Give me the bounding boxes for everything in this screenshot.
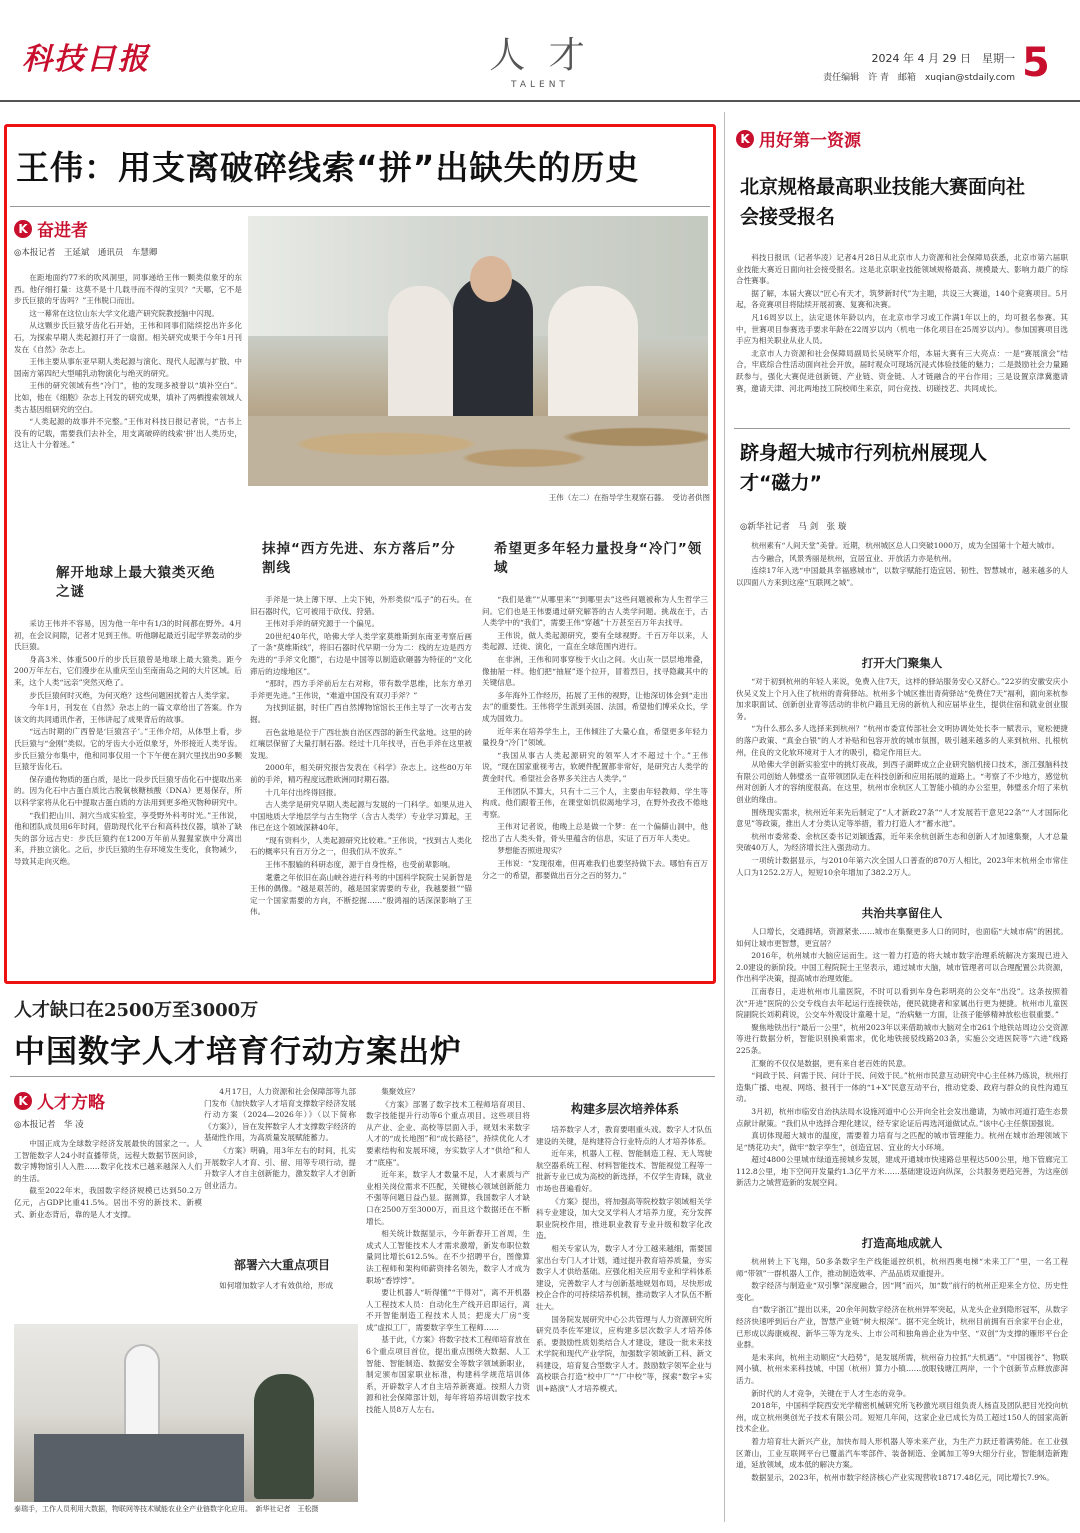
paragraph: 杭州素有“人间天堂”美誉。近期，杭州城区总人口突破1000万，成为全国第十个超大城市。 [751,541,1060,550]
paragraph: 王伟对记者说，他晚上总是做一个梦：在一个偏僻山洞中，他挖出了古人类头骨，骨头里蕴含的信息，实证了百万年人类史。 [482,822,708,843]
paragraph: 超过4800公里城市绿道连接城乡发展，建成开通城市快速路总里程达500公里，地下管廊完工112.8公里，地下空间开发量约1.3亿平方米……基础建设迈向纵深，公共服务更趋完善，为这座创新活力之城营造新的发展空间。 [736,1155,1068,1188]
feature-subhead-b: 抹掉“西方先进、东方落后”分割线 [262,541,456,576]
paragraph: 国务院发展研究中心公共管理与人力资源研究所研究员李佐军建议，应构建多层次数字人才培养体系。要鼓励性质划类结合人才建设，建设一批未来技术学院和现代产业学院，加强数字领域新工科、新文科建设，培育复合型数字人才。鼓励数字领军企业与高校联合打造“校中厂”“厂中校”等，探索“数字+实训+路演”人才培养模式。 [536,1314,712,1394]
feature-tag: K 奋进者 [14,216,88,241]
right-subhead-b: 共治共享留住人 [861,906,943,920]
feature-byline: ◎本报记者 王延斌 通讯员 车慧卿 [14,248,158,258]
paragraph: “对于初到杭州的年轻人来说，免费入住7天，这样的驿站服务安心又舒心。”22岁的安徽安庆小伙吴义发上个月入住了杭州的青荷驿站。杭州多个城区推出青荷驿站“免费住7天”福利，面向来杭参加求职面试、创新创业青等活动的非杭户籍且无房的新杭人和应届毕业生，提供住宿和就业创业服务。 [736,677,1068,721]
paragraph: 近年来，数字人才数量不足，人才素质与产业相关岗位需求不匹配，关键核心领域创新能力不强等问题日益凸显。据测算，我国数字人才缺口在2500万至3000万，而且这个数据还在不断增长。 [366,1170,530,1226]
photo-person-head [470,256,512,302]
paragraph: 为找到证据，时任广西自然博物馆馆长王伟主导了一次考古发掘。 [250,703,472,724]
paragraph: 围绕现实需求，杭州近年来先后制定了“人才新政27条”“人才发展若干意见22条”“人才国际化意见”等政策，推出人才分类认定等举措，着力打造人才“蓄水池”。 [736,807,1068,829]
paragraph: 身高3米、体重500斤的步氏巨猿曾是地球上最大猿类。距今200万年左右，它们漫步在从重庆至山至南南岛之间的大片区域。后来，这个人类“远亲”突然灭绝了。 [14,654,242,687]
right-article-1 [736,252,1068,422]
bottom-column-2 [204,1086,356,1240]
feature-headline: 王伟：用支离破碎线索“拼”出缺失的历史 [16,148,640,187]
right-article-2-b [736,926,1068,1224]
right-article-2-c [736,1256,1068,1524]
feature-subhead-a: 解开地球上最大猿类灭绝之谜 [56,565,216,600]
paragraph: 2016年，杭州城市大脑应运而生。这一着力打造的将大城市数字治理系统解决方案现已进入2.0建设的新阶段。中国工程院院士王坚表示，通过城市大脑，城市管理者可以合理配置公共资源，作出科学决策，提高城市治理效能。 [736,951,1068,984]
paragraph: 截至2022年末，我国数字经济规模已达到50.2万亿元，占GDP比重41.5%。居出不穷的新技术、新模式、新业态背后，靠的是人才支撑。 [14,1186,202,1219]
bottom-column-3 [366,1086,530,1498]
paragraph: 近年来，机器人工程、智能制造工程、无人驾驶航空器系统工程、材料智能技术、智能视觉工程等一批新专业已成为高校的新选择，不仅学生青睐，就业市场也普遍看好。 [536,1149,712,1193]
paragraph: 数字经济与制造业“双引擎”深度融合，因“网”而兴，加“数”前行的杭州正迎来全方位、历史性变化。 [736,1281,1068,1302]
paragraph: 王伟团队不算大，只有十二三个人，主要由年轻教师、学生等构成。他们跟着王伟，在课堂如饥似渴地学习，在野外孜孜不倦地考察。 [482,786,708,819]
paragraph: “远古时期的广西曾是‘巨猿宫子’。”王伟介绍，从体型上看，步氏巨猿与“金刚”类似。它的牙齿大小近似象牙，外形接近人类牙齿。步氏巨猿分布集中，他和同事仅用一个下午便在洞穴里找出90多颗巨猿牙齿化石。 [14,727,242,772]
photo-person-right [548,286,638,436]
paragraph: 古人类学是研究早期人类起源与发展的一门科学。如果从进入中国地质大学地层学与古生物学（含古人类学）专业学习算起，王伟已在这个领域深耕40年。 [250,800,472,833]
paragraph: 近年来在培养学生上，王伟倾注了大量心血，希望更多年轻力量投身“冷门”领域。 [482,726,708,748]
paragraph: “那时，西方手斧前后左右对称，带有数学思维，比东方单刃手斧更先进。”王伟说，“难道中国没有双刃手斧？” [250,679,472,700]
paragraph: 聚焦地铁出行“最后一公里”，杭州2023年以来借助城市大脑对全市261个地铁站周边公交资源等进行数据分析，智能识别换乘需求，优化地铁接驳线路203条，实施公交进医院等“六进”线路225条。 [736,1022,1068,1055]
paragraph: 着力培育壮大新兴产业，加快布局人形机器人等未来产业，为生产力跃迁着满势能。在工业强区萧山，工业互联网平台已覆盖汽车零部件、装备制造、金属加工等9大细分行业，智能制造新跑道，延放领域，成本低的解决方案。 [736,1436,1068,1470]
feature-column-a [14,618,242,978]
masthead-rule [0,100,1080,102]
paragraph: 江南春日，走进杭州市儿童医院，不时可以看到车身色彩明亮的公交车“出没”。这条按照着次“开进”医院的公交专线自去年起运行连接铁站，便民就捷者和家属出行更为便捷。杭州市儿童医院副院长刘莉莉说，公交车外观设计童趣十足，“治病魅一方面，让孩子能够精神放松也很重要。” [736,986,1068,1020]
paragraph: 十几年付出终得回报。 [265,787,342,797]
section-title-en: TALENT [511,80,569,90]
paragraph: 自“数字浙江”提出以来，20余年间数字经济在杭州异军突起，从龙头企业到隐形冠军，从数字经济快速呼到后台产业，智慧产业链“树大根深”。据不完全统计，杭州目前拥有百余家平台企业，已形成以海康威视、新华三等为龙头、上市公司和独角兽企业为中坚、“双创”为支撑的雁形平台企业群。 [736,1305,1068,1350]
issue-date: 2024 年 4 月 29 日 星期一 [871,52,1015,65]
paragraph: 要让机器人“听得懂”“干得对”，离不开机器人工程技术人员：自动化生产线开启即运行，离不开智能制造工程技术人员；把庞大厂房“变成”虚拟工厂，需要数字孪生工程师…… [366,1288,530,1332]
photo-machine [34,1434,244,1502]
paragraph: 杭州市委常委、余杭区委书记刘颖透露，近年来余杭创新生态和创新人才加速集聚，人才总量突破40万人，为经济增长注入强劲动力。 [736,831,1068,853]
paragraph: 科技日报讯（记者华凌）记者4月28日从北京市人力资源和社会保障局获悉，北京市第六届职业技能大赛近日面向社会接受报名。这是北京职业技能领域规格最高、规模最大、影响力最广的综合性赛事。 [736,253,1068,286]
paragraph: 王伟对手斧的研究源于一个偏见。 [265,619,380,629]
paragraph: 汇聚的不仅仅是数据，更有来自老百姓的民意。 [751,1058,911,1068]
paragraph: 在距地面约77米的吹风洞里，同事递给王伟一颗类似象牙的东西。他仔细打量：这莫不是十几载寻而不得的宝贝？“天哪，它不是步氏巨猿的牙齿吗？”王伟脱口而出。 [14,273,242,306]
editor-info: 责任编辑 许 青 邮箱 xuqian@stdaily.com [823,73,1015,83]
paragraph: 北京市人力资源和社会保障局副局长吴晓军介绍，本届大赛有三大亮点：一是“赛展演会”结合，牢底综合性活动面向社会开放，届时观众可现场沉浸式体验技能的魅力；二是鼓励社会力量踊跃参与，强化大赛促进创新链、产业链、资金链、人才链融合的平台作用；三是设置京津冀邀请赛，邀请天津、河北两地技工院校师生来京，同台竞技、切磋技艺、共同成长。 [736,348,1068,393]
paragraph: 新时代的人才竞争，关键在于人才生态的竞争。 [751,1388,911,1398]
paragraph: 真切体现超大城市的温度，需要着力培育与之匹配的城市管理能力。杭州在城市治理领域下足“绣花功夫”，做牢“数字孪生”，创造宜居、宜业的大小环境。 [736,1131,1068,1152]
right-subhead-a: 打开大门聚集人 [861,656,943,670]
paragraph: 凡16周岁以上，法定退休年龄以内，在北京市学习或工作满1年以上的，均可报名参赛。其中，世赛项目参赛选手要求年龄在22周岁以内（机电一体化项目在25周岁以内）。参加国赛项目选手应为相关职业从业人员。 [736,312,1068,346]
paragraph: “我国从事古人类起源研究的领军人才不超过十个。”王伟说，“现在国家重视考古，软硬件配置都非常好，是研究古人类学的黄金时代。希望社会各界多关注古人类学。” [482,750,708,783]
paragraph: 耄耋之年依旧在高山峡谷进行科考的中国科学院院士吴新智是王伟的偶像。“越是艰苦的，越是国家需要的专业，我越要报”“锚定一个国家需要的方向，不断挖掘……”殷鸿福的话深深影响了王伟。 [250,872,472,917]
bottom-subhead-projects: 部署六大重点项目 [233,1258,330,1272]
paragraph: “我们把山川、洞穴当成实验室，享受野外科考时光。”王伟说，他和团队成员用6年时间，借助现代化平台和高科技仪器，填补了缺失的部分远古史：步氏巨猿约在1200万年前从猩猩家族中分离出来，并独立演化。之后，步氏巨猿的生存环境发生变化，食物减少，导致其走向灭绝。 [14,810,242,866]
feature-photo-caption: 王伟（左二）在指导学生观察石器。 受访者供图 [548,493,710,502]
photo-worker [254,1374,314,1499]
page-number: 5 [1022,40,1050,86]
right-headline-2: 跻身超大城市行列杭州展现人才“磁力” [740,442,988,494]
paragraph: 多年海外工作经历，拓展了王伟的视野，让他深切体会到“走出去”的重要性。王伟将学生派到美国、法国，希望他们博采众长，学成为国效力。 [482,690,708,723]
paragraph: 步氏巨猿何时灭绝，为何灭绝？这些问题困扰着古人类学家。 [29,690,235,700]
photo-table-artifacts [248,416,708,486]
paragraph: 相关统计数据显示，今年新春开工首周，生成式人工智能技术人才需求激增，新发布职位数量同比增长612.5%。在不少招聘平台，图像算法工程师和架构师薪资排名领先，数字人才成为职场“香饽饽”。 [366,1229,530,1285]
paragraph: 这一幕常在这位山东大学文化遗产研究院教授脑中闪现。 [29,308,220,318]
right-subhead-c: 打造高地成就人 [861,1236,943,1250]
feature-column-b [250,594,472,978]
paragraph: 2000年，相关研究报告发表在《科学》杂志上。这些80万年前的手斧，精巧程度远胜欧洲同时期石器。 [250,763,472,784]
paragraph: 培养数字人才，教育要唱重头戏。数字人才队伍建设的关键，是构建符合行业特点的人才培养体系。 [536,1125,712,1146]
paragraph: 王伟说：“发现很难，但再难我们也要坚持做下去。哪怕有百万分之一的希望，都要做出百分之百的努力。” [482,859,708,880]
bottom-kicker: 人才缺口在2500万至3000万 [14,1000,259,1021]
paragraph: 4月17日，人力资源和社会保障部等九部门发布《加快数字人才培育支撑数字经济发展行动方案（2024—2026年）》（以下简称《方案》），旨在发挥数字人才支撑数字经济的基础性作用，为高质量发展赋能蓄力。 [204,1087,356,1143]
paragraph: 一项统计数据显示，与2010年第六次全国人口普查的870万人相比，2023年末杭州全市常住人口为1252.2万人，短短10余年增加了382.2万人。 [736,855,1068,877]
bottom-headline: 中国数字人才培育行动方案出炉 [14,1034,462,1070]
paragraph: 人口增长，交通拥堵，资源紧张……城市在集聚更多人口的同时，也面临“大城市病”的困扰。如何让城市更智慧，更宜居？ [736,927,1068,948]
paragraph: “现有资料少，人类起源研究比较难。”王伟说，“找到古人类化石的概率只有百万分之一，但我们从不放弃。” [250,835,472,857]
feature-headline-rule [10,206,710,207]
paragraph: 数据显示，2023年，杭州市数字经济核心产业实现营收18717.48亿元，同比增长7.9%。 [751,1472,1054,1482]
paragraph: 2018年，中国科学院西安光学精密机械研究所飞秒激光项目组负责人杨直及团队把目光投向杭州，成立杭州奥创光子技术有限公司。短短几年间，这家企业已成长为员工超过150人的国家高新技术企业。 [736,1401,1068,1434]
paragraph: 王伟说，做人类起源研究，要有全球视野。千百万年以来，人类起源、迁徙、演化，一直在全球范围内进行。 [482,630,708,652]
paragraph: “我们是谁”“从哪里来”“到哪里去”这些问题被称为人生哲学三问。它们也是王伟要通过研究解答的古人类学问题。挑战在于，古人类学中的“我们”，需要王伟“穿越”十万甚至百万年去找寻。 [482,595,708,628]
right-article-2-a [736,676,1068,894]
paragraph: 连续17年入选“中国最具幸福感城市”，以数字赋能打造宜居、韧性、智慧城市，越来越多的人以四面八方来到这座“互联网之城”。 [736,566,1068,587]
paragraph: 采访王伟并不容易，因为他一年中有1/3的时间都在野外。4月初，在会议间隙，记者才见到王伟。听他聊起最近引起学界轰动的步氏巨猿。 [14,619,242,652]
paragraph: 中国正成为全球数字经济发展最快的国家之一。人工智能数字人24小时直播带货，远程大数据节医问诊，数字博物馆引人入胜……数字化技术已越来越深入人们的生活。 [14,1139,202,1183]
right-column-divider [724,112,725,1522]
paragraph: 王伟主要从事东亚早期人类起源与演化、现代人起源与扩散、中国南方第四纪大型哺乳动物演化与绝灭的研究。 [14,357,242,378]
paragraph: 王伟的研究领域有些“冷门”，他的发现多被誉以“填补空白”。比如，他在《细胞》杂志上刊发的研究成果，填补了两栖搜索领域人类古基因组研究的空白。 [14,381,242,414]
paragraph: 王伟不服输的科研态度，源于自身性格，也受前辈影响。 [265,860,456,870]
paragraph: 手斧是一块上薄下厚、上尖下钝，外形类似“瓜子”的石头。在旧石器时代，它可被用于砍伐、狩猎。 [250,595,472,616]
k-logo-icon: K [14,1092,32,1110]
bottom-column-4 [536,1124,712,1524]
feature-subhead-c: 希望更多年轻力量投身“冷门”领域 [494,541,703,576]
bottom-subhead-system: 构建多层次培养体系 [570,1102,679,1116]
paragraph: 3月初，杭州市临安自治执法局水设施河道中心公开向全社会发出邀请，为城市河道打造生态景点献计献策。“我们从中选择合理化建议，经专家论证后再选河道做试点。”该中心主任蔡国强说。 [736,1106,1068,1128]
paragraph: 今年1月，刊发在《自然》杂志上的一篇文章给出了答案。作为该文的共同通讯作者，王伟讲起了成果背后的故事。 [14,703,242,724]
k-logo-icon: K [14,220,32,238]
right-tag: K 用好第一资源 [736,126,861,151]
bottom-column-1 [14,1138,202,1316]
right-byline-2: ◎新华社记者 马 剑 张 璇 [740,522,847,532]
paragraph: 百色盆地是位于广西壮族自治区西部的新生代盆地。这里的砖红壤层保留了大量打制石器。经过十几年找寻，百色手斧在这里被发现。 [250,727,472,760]
right-rule-1 [734,428,1070,429]
paragraph: 如何增加数字人才有效供给，形成 [219,1281,334,1290]
right-headline-1: 北京规格最高职业技能大赛面向社会接受报名 [740,176,1026,228]
section-title: 人 才 [489,35,591,76]
paragraph: “为什么那么多人选择来到杭州？”杭州市委宣传部社会文明协调处处长李一赋表示，宽松便捷的落户政策、“真金白银”的人才补贴和包容开放的城市氛围，吸引越来越多的人来到杭州、扎根杭州，住良的文化软环境对于人才的吸引，稳定作用巨大。 [736,724,1068,757]
paragraph: 在非洲，王伟和同事穿梭于火山之间。火山灰一层层地堆叠，像抽屉一样。他们把“抽屉”逐个拉开，冒着烈日，找寻隐藏其中的关键信息。 [482,654,708,688]
paragraph: 《方案》部署了数字技术工程师培育项目、数字技能提升行动等6个重点项目。这些项目将从产业、企业、高校等层面入手，规划未来数字人才的“成长地图”和“成长路径”，持续优化人才要素结构和发展环境，夯实数字人才“供给”和人才“底座”。 [366,1099,530,1167]
bottom-byline: ◎本报记者 华 凌 [14,1120,84,1130]
paragraph: “间政于民、问需于民、问计于民、问效于民。”杭州市民意互动研究中心主任林乃炼说，杭州打造集广播、电视、网络、报刊于一体的“1+X”民意互动平台，推动党委、政府与群众的良性沟通互动。 [736,1071,1068,1104]
paragraph: 20世纪40年代，哈佛大学人类学家莫维斯到东南亚考察后画了一条“莫维斯线”，将旧石器时代早期一分为二：线的左边是西方先进的“手斧文化圈”，右边是中国等以制造砍砸器为特征的“文化滞后的边缘地区”。 [250,631,472,676]
feature-photo [248,216,708,486]
bottom-column-2b [204,1280,356,1300]
bottom-photo [14,1324,358,1502]
paragraph: 据了解，本届大赛以“匠心有天才，筑梦新时代”为主题，共设三大赛道，140个竞赛项目。5月起，各竞赛项目将陆续开展初赛、复赛和决赛。 [736,288,1068,310]
paragraph: 梦想能否照进现实？ [497,846,566,856]
photo-person-left [388,286,453,426]
masthead-logo: 科技日报 [22,42,150,77]
paragraph: 从这颗步氏巨猿牙齿化石开始，王伟和同事们陆续挖出许多化石，为探索早期人类起源打开了一扇窗。相关研究成果于今年1月刊发在《自然》杂志上。 [14,321,242,354]
paragraph: 古今融合，风景秀丽是杭州，宜居宜业、开放活力亦是杭州。 [751,553,957,563]
paragraph: 杭州转上下飞翔，50多条数字生产线能遥控织机，杭州西奥电梯“未来工厂”里，一名工程师“带领”一群机器人工作，推动制造效率、产品品质双重提升。 [736,1257,1068,1278]
bottom-headline-rule [10,1076,715,1077]
feature-intro [14,272,242,542]
paragraph: 相关专家认为，数字人才分工越来越细，需要国家出台专门人才计划，通过提升教育培养质量，夯实数字人才供给基础。应强化相关应用专业和学科体系建设，完善数字人才与创新基地规划布局，尽快形成校企合作的可持续培养机制，推动数字人才队伍不断壮大。 [536,1243,712,1311]
paragraph: 集聚效应？ [381,1087,420,1096]
bottom-photo-caption: 泰瑞手，工作人员利用大数据，物联网等技术赋能农业全产业链数字化应用。 新华社记者 王松摄 [14,1505,319,1513]
paragraph: 从哈佛大学创新实验室中的挑灯夜战，到西子湖畔成立企业研究脑机接口技术，浙江强脑科技有限公司创始人韩璧丞一直带领团队走在科技创新和应用拓展的道路上。“考察了不少地方，感觉杭州对创新人才的容纳度很高。在这里，杭州市余杭区人工智能小镇的办公室里，韩璧丞介绍了来杭创业的缘由。 [736,760,1068,804]
paragraph: 保存遗传物质的蛋白质，是比一段步氏巨猿牙齿化石中提取出来的。因为化石中古蛋白质比古脱氧核糖核酸（DNA）更易保存，所以科学家将从化石中提取古蛋白质的方法用到更多绝灭物种研究中。 [14,774,242,807]
right-article-2-intro [736,540,1068,644]
paragraph: 《方案》明确，用3年左右的时间，扎实开展数字人才育、引、留、用等专项行动，提升数字人才自主创新能力，激发数字人才创新创业活力。 [204,1145,356,1190]
paragraph: 是未来向，杭州主动顺应“大趋势”，是发展所需，杭州奋力拉抓“大机遇”。“中国视谷”、物联网小镇、杭州未来科技城、中国（杭州）算力小镇……放眼钱塘江两岸，一个个创新节点释放澎湃活力。 [736,1352,1068,1385]
bottom-tag: K 人才方略 [14,1088,105,1113]
paragraph: “人类起源的故事并不完整。”王伟对科技日报记者说，“古书上没有的记载，需要我们去补全，用支离破碎的线索‘拼’出人类历史，这让人十分着迷。” [14,417,242,450]
paragraph: 基于此，《方案》将数字技术工程师培育放在6个重点项目首位，提出重点围绕大数据、人工智能、智能制造、数据安全等数字领域新职业，制定颁布国家职业标准，构建科学规范培训体系，开辟数字人才自主培养新赛道。按照人力资源和社会保障部计划，每年将培养培训数字技术技能人员8万人左右。 [366,1335,530,1415]
paragraph: 《方案》提出，将加强高等院校数字领域相关学科专业建设，加大交叉学科人才培养力度，充分发挥职业院校作用，推进职业教育专业升级和数字化改造。 [536,1196,712,1241]
feature-column-c [482,594,708,978]
k-logo-icon: K [736,130,754,148]
